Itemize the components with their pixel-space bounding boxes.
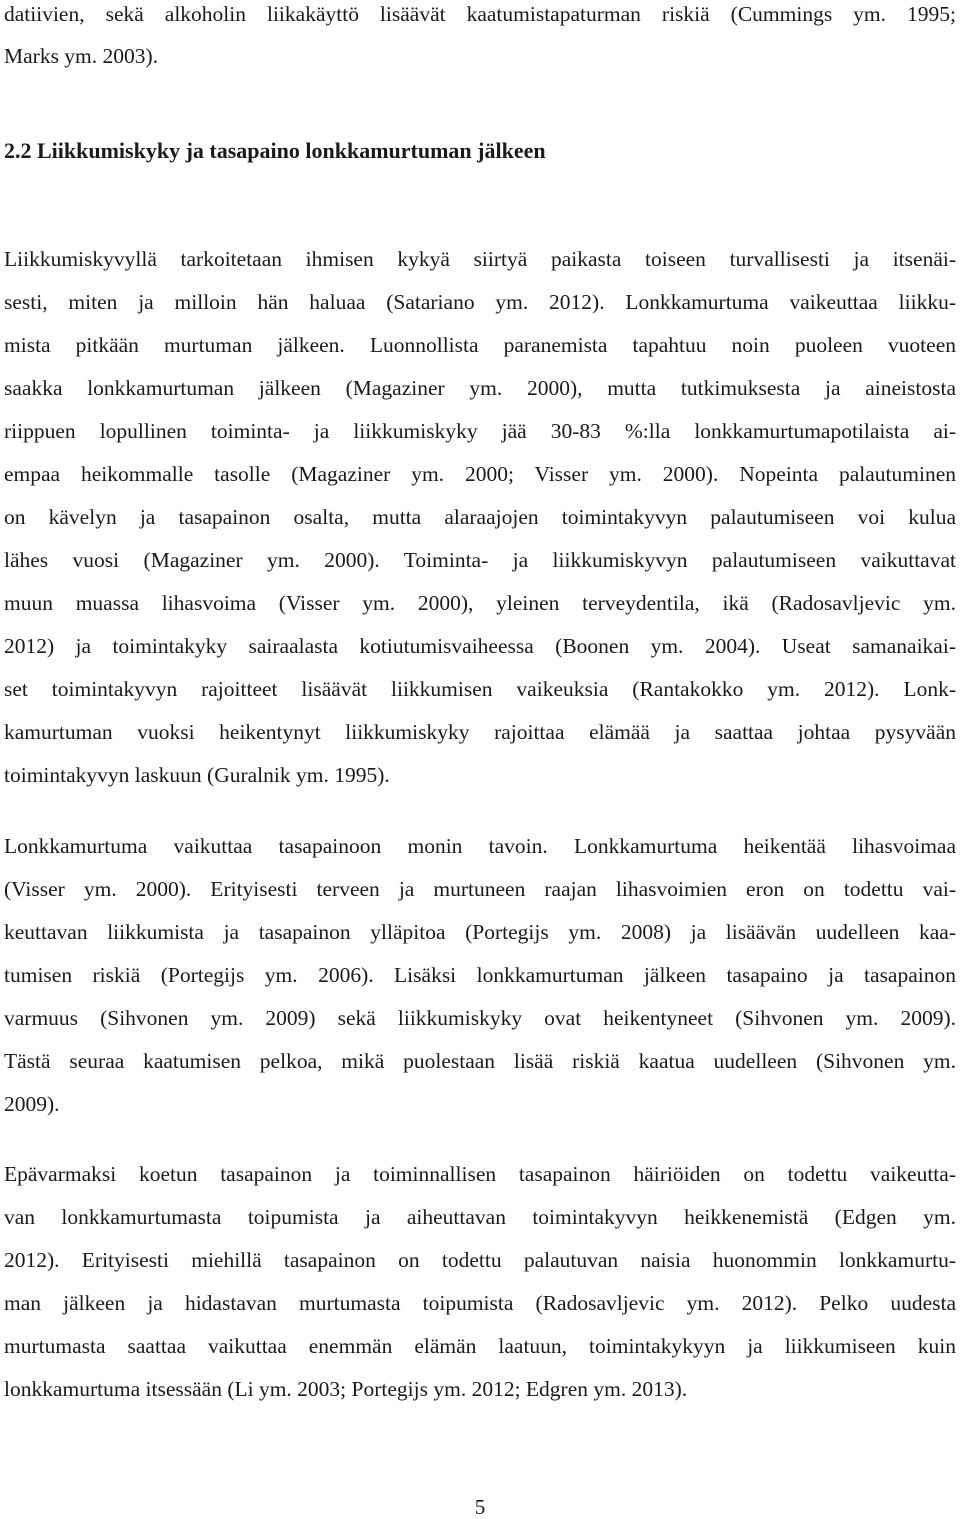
paragraph-3-line: van lonkkamurtumasta toipumista ja aiheuttavan toimintakyvyn heikkenemistä (Edgen ym. xyxy=(4,1205,956,1229)
paragraph-1-line: riippuen lopullinen toiminta- ja liikkumiskyky jää 30-83 %:lla lonkkamurtumapotilaista ai- xyxy=(4,419,956,443)
paragraph-1-line: on kävelyn ja tasapainon osalta, mutta alaraajojen toimintakyvyn palautumiseen voi kulua xyxy=(4,505,956,529)
paragraph-1-line: saakka lonkkamurtuman jälkeen (Magaziner ym. 2000), mutta tutkimuksesta ja aineistosta xyxy=(4,376,956,400)
paragraph-1-line: lähes vuosi (Magaziner ym. 2000). Toiminta- ja liikkumiskyvyn palautumiseen vaikuttavat xyxy=(4,548,956,572)
paragraph-2-line: Lonkkamurtuma vaikuttaa tasapainoon monin tavoin. Lonkkamurtuma heikentää lihasvoimaa xyxy=(4,834,956,858)
paragraph-1-line: empaa heikommalle tasolle (Magaziner ym. 2000; Visser ym. 2000). Nopeinta palautuminen xyxy=(4,462,956,486)
paragraph-2-line: keuttavan liikkumista ja tasapainon ylläpitoa (Portegijs ym. 2008) ja lisäävän uudelleen kaa- xyxy=(4,920,956,944)
intro-line-1: datiivien, sekä alkoholin liikakäyttö lisäävät kaatumistapaturman riskiä (Cummings ym. 1995; xyxy=(4,2,956,26)
paragraph-1-line: muun muassa lihasvoima (Visser ym. 2000), yleinen terveydentila, ikä (Radosavljevic ym. xyxy=(4,591,956,615)
paragraph-1-line: kamurtuman vuoksi heikentynyt liikkumiskyky rajoittaa elämää ja saattaa johtaa pysyvään xyxy=(4,720,956,744)
paragraph-1-line: mista pitkään murtuman jälkeen. Luonnollista paranemista tapahtuu noin puoleen vuoteen xyxy=(4,333,956,357)
paragraph-1-line: Liikkumiskyvyllä tarkoitetaan ihmisen kykyä siirtyä paikasta toiseen turvallisesti ja itsenäi- xyxy=(4,247,956,271)
section-heading: 2.2 Liikkumiskyky ja tasapaino lonkkamurtuman jälkeen xyxy=(4,138,546,163)
page-number: 5 xyxy=(474,1495,486,1519)
intro-line-2: Marks ym. 2003). xyxy=(4,44,159,68)
paragraph-2-line: tumisen riskiä (Portegijs ym. 2006). Lisäksi lonkkamurtuman jälkeen tasapaino ja tasapainon xyxy=(4,963,956,987)
paragraph-2-line: 2009). xyxy=(4,1092,60,1116)
paragraph-1-line: set toimintakyvyn rajoitteet lisäävät liikkumisen vaikeuksia (Rantakokko ym. 2012). Lonk- xyxy=(4,677,956,701)
paragraph-3-line: man jälkeen ja hidastavan murtumasta toipumista (Radosavljevic ym. 2012). Pelko uudesta xyxy=(4,1291,956,1315)
paragraph-1-line: toimintakyvyn laskuun (Guralnik ym. 1995). xyxy=(4,763,390,787)
paragraph-3-line: lonkkamurtuma itsessään (Li ym. 2003; Portegijs ym. 2012; Edgren ym. 2013). xyxy=(4,1377,688,1401)
paragraph-3-line: murtumasta saattaa vaikuttaa enemmän elämän laatuun, toimintakykyyn ja liikkumiseen kuin xyxy=(4,1334,956,1358)
paragraph-3-line: Epävarmaksi koetun tasapainon ja toiminnallisen tasapainon häiriöiden on todettu vaikeutta- xyxy=(4,1162,956,1186)
paragraph-2-line: (Visser ym. 2000). Erityisesti terveen ja murtuneen raajan lihasvoimien eron on todettu vai- xyxy=(4,877,956,901)
paragraph-1-line: sesti, miten ja milloin hän haluaa (Satariano ym. 2012). Lonkkamurtuma vaikeuttaa liikku- xyxy=(4,290,956,314)
paragraph-2-line: varmuus (Sihvonen ym. 2009) sekä liikkumiskyky ovat heikentyneet (Sihvonen ym. 2009). xyxy=(4,1006,956,1030)
paragraph-2-line: Tästä seuraa kaatumisen pelkoa, mikä puolestaan lisää riskiä kaatua uudelleen (Sihvonen ym. xyxy=(4,1049,956,1073)
paragraph-1-line: 2012) ja toimintakyky sairaalasta kotiutumisvaiheessa (Boonen ym. 2004). Useat samanaikai- xyxy=(4,634,956,658)
paragraph-3-line: 2012). Erityisesti miehillä tasapainon on todettu palautuvan naisia huonommin lonkkamurtu- xyxy=(4,1248,956,1272)
